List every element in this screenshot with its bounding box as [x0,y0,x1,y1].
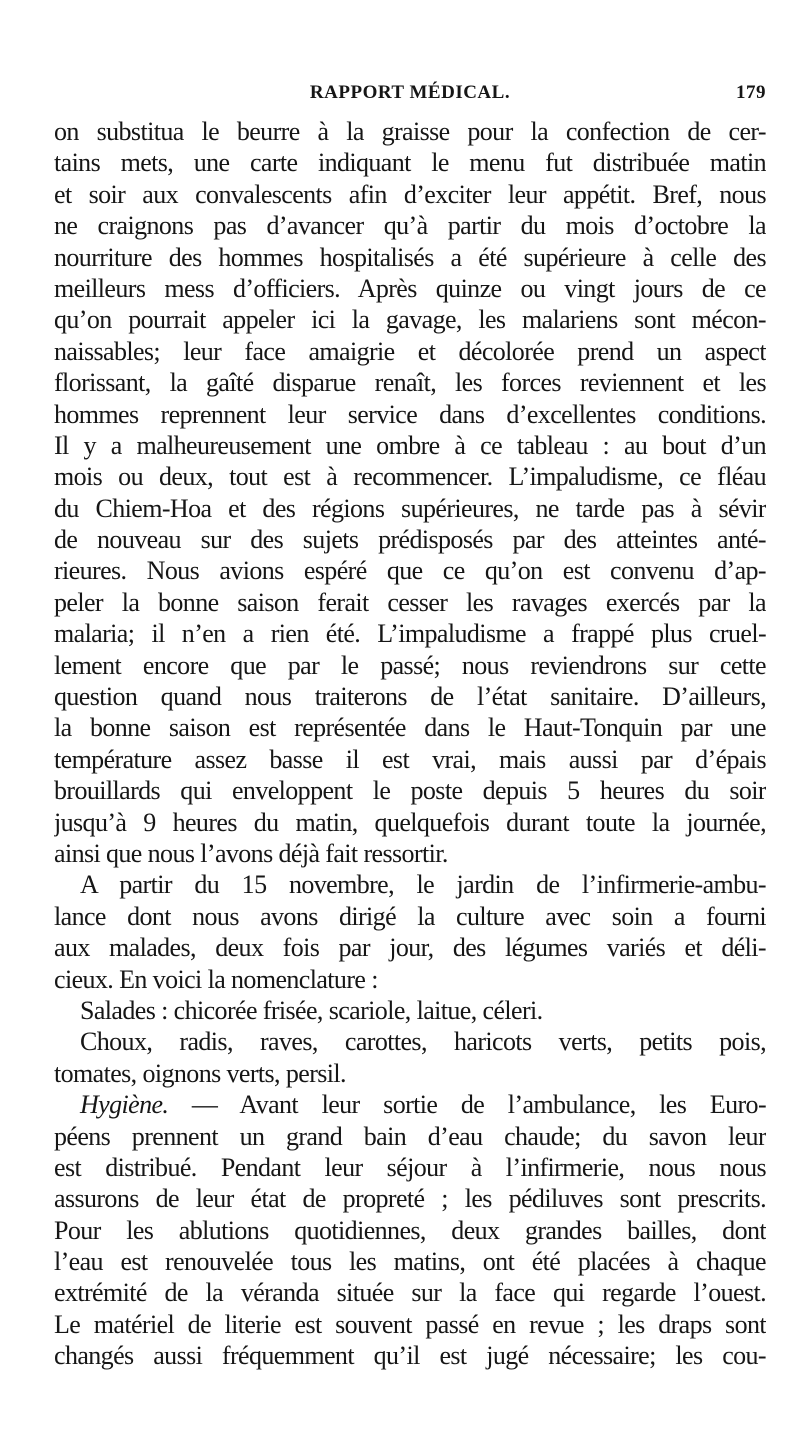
text-line: naissables; leur face amaigrie et décolorée prend un aspect [54,336,766,366]
hygiene-line-rest: — Avant leur sortie de l’ambulance, les Euro- [168,1090,766,1120]
text-line: brouillards qui enveloppent le poste depuis 5 heures du soir [54,776,766,806]
text-line: rieures. Nous avions espéré que ce qu’on est convenu d’ap- [54,556,766,586]
text-line: du Chiem-Hoa et des régions supérieures, ne tarde pas à sévir [54,493,766,523]
text-line: meilleurs mess d’officiers. Après quinze ou vingt jours de ce [54,273,766,303]
hygiene-heading: Hygiène. [80,1090,169,1120]
text-line: Pour les ablutions quotidiennes, deux grandes bailles, dont [54,1215,766,1245]
text-line: température assez basse il est vrai, mais aussi par d’épais [54,744,766,774]
text-line: ne craignons pas d’avancer qu’à partir du mois d’octobre la [54,211,766,241]
text-line: changés aussi fréquemment qu’il est jugé nécessaire; les cou- [54,1341,766,1371]
text-line: A partir du 15 novembre, le jardin de l’infirmerie-ambu- [80,870,766,900]
text-line: ainsi que nous l’avons déjà fait ressortir. [54,838,448,868]
text-line: tomates, oignons verts, persil. [54,1058,346,1088]
text-line: peler la bonne saison ferait cesser les ravages exercés par la [54,587,766,617]
text-line: l’eau est renouvelée tous les matins, ont été placées à chaque [54,1247,766,1277]
text-line: on substitua le beurre à la graisse pour la confection de cer- [54,117,766,146]
text-line: est distribué. Pendant leur séjour à l’infirmerie, nous nous [54,1152,766,1182]
text-line: jusqu’à 9 heures du matin, quelquefois durant toute la journée, [54,807,766,837]
page-number: 179 [736,82,766,103]
text-line: hommes reprennent leur service dans d’excellentes conditions. [54,399,766,429]
text-line: question quand nous traiterons de l’état sanitaire. D’ailleurs, [54,682,766,712]
text-line: de nouveau sur des sujets prédisposés par des atteintes anté- [54,525,766,555]
text-line: la bonne saison est représentée dans le Haut-Tonquin par une [54,713,766,743]
text-line: péens prennent un grand bain d’eau chaude; du savon leur [54,1121,766,1151]
text-line: lance dont nous avons dirigé la culture avec soin a fourni [54,901,766,931]
text-line: florissant, la gaîté disparue renaît, les forces reviennent et les [54,368,766,398]
text-line: malaria; il n’en a rien été. L’impaludisme a frappé plus cruel- [54,619,766,649]
text-line: et soir aux convalescents afin d’exciter leur appétit. Bref, nous [54,179,766,209]
text-line: cieux. En voici la nomenclature : [54,964,378,994]
running-head [54,82,766,110]
text-line: Choux, radis, raves, carottes, haricots verts, petits pois, [80,1027,766,1057]
text-line: aux malades, deux fois par jour, des légumes variés et déli- [54,933,766,963]
text-line: assurons de leur état de propreté ; les pédiluves sont prescrits. [54,1184,766,1214]
text-line: mois ou deux, tout est à recommencer. L’impaludisme, ce fléau [54,462,766,492]
text-line: Le matériel de literie est souvent passé en revue ; les draps sont [54,1309,766,1339]
body-text [54,116,766,1372]
text-line: nourriture des hommes hospitalisés a été supérieure à celle des [54,242,766,272]
text-line: Il y a malheureusement une ombre à ce tableau : au bout d’un [54,430,766,460]
text-line: Salades : chicorée frisée, scariole, laitue, céleri. [80,995,543,1025]
running-title: RAPPORT MÉDICAL. [309,82,511,103]
text-line: tains mets, une carte indiquant le menu fut distribuée matin [54,148,766,178]
hygiene-line [54,1089,766,1120]
text-line: qu’on pourrait appeler ici la gavage, les malariens sont mécon- [54,305,766,335]
text-line: extrémité de la véranda située sur la face qui regarde l’ouest. [54,1278,766,1308]
text-line: lement encore que par le passé; nous reviendrons sur cette [54,650,766,680]
